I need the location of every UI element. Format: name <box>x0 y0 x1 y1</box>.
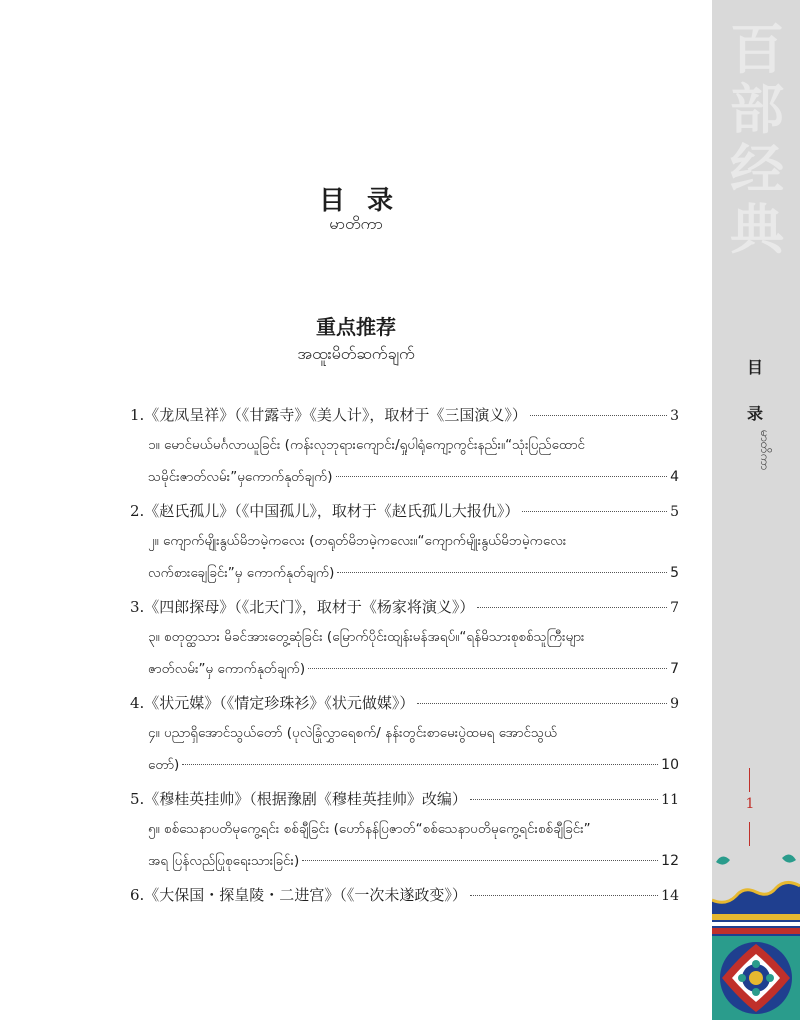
side-label-char: 目 <box>746 358 763 377</box>
toc-page-number: 5 <box>670 565 679 581</box>
toc-entry <box>148 564 679 590</box>
decorative-ornament <box>712 848 800 1020</box>
watermark-char: 典 <box>730 197 784 261</box>
toc-entry <box>148 756 679 782</box>
toc-entry-title: 3.《四郎探母》（《北天门》，取材于《杨家将演义》） <box>130 598 475 616</box>
side-label-burmese: မာတိကာ <box>758 430 772 471</box>
toc-leader-dots <box>530 415 667 416</box>
toc-entry <box>148 660 679 686</box>
toc-entry-title: တော်) <box>148 757 180 773</box>
toc-entry-title: 2.《赵氏孤儿》（《中国孤儿》，取材于《赵氏孤儿大报仇》） <box>130 502 520 520</box>
toc-page-number: 12 <box>661 853 679 869</box>
page-title: 目录 <box>318 186 415 216</box>
toc-leader-dots <box>522 511 667 512</box>
toc-page-number: 4 <box>670 469 679 485</box>
toc-entry-title: 5.《穆桂英挂帅》（根据豫剧《穆桂英挂帅》改编） <box>130 790 467 808</box>
toc-page-number: 9 <box>670 696 679 712</box>
page-number: 1 <box>745 796 755 812</box>
toc-entry-title: ဇာတ်လမ်း”မှ ကောက်နုတ်ချက်) <box>148 661 306 677</box>
section-title: 重点推荐 <box>316 315 396 339</box>
side-tab <box>712 0 800 1020</box>
toc-entry-title: ၅။ စစ်သေနာပတိမုကွေ့ရင်း စစ်ချီခြင်း (ဟော်နန်ပြဇာတ်“စစ်သေနာပတိမုကွေ့ရင်းစစ်ချီခြင်း” <box>148 821 591 837</box>
side-label-char: 录 <box>746 404 763 423</box>
toc-page-number: 7 <box>670 661 679 677</box>
toc-entry <box>148 436 679 462</box>
section-title-burmese: အထူးမိတ်ဆက်ချက် <box>297 344 415 363</box>
toc-entry <box>130 500 679 526</box>
page-title-burmese: မာတိကာ <box>329 214 383 233</box>
toc-entry <box>130 788 679 814</box>
toc-entry <box>148 820 679 846</box>
toc-page-number: 5 <box>670 504 679 520</box>
toc-entry-title: ၁။ မောင်မယ်မင်္ဂလာယူခြင်း (ကန်းလုဘုရားကျောင်း/ရှုပါရုံကျော့ကွင်းနည်း။“သုံးပြည်ထောင် <box>148 437 585 453</box>
toc-entry <box>148 628 679 654</box>
toc-leader-dots <box>470 799 658 800</box>
toc-page-number: 10 <box>661 757 679 773</box>
watermark-char: 部 <box>730 77 784 141</box>
toc-entry <box>130 596 679 622</box>
toc-entry-title: 1.《龙凤呈祥》（《甘露寺》《美人计》，取材于《三国演义》） <box>130 406 527 424</box>
toc-entry-title: အရ ပြန်လည်ပြုစုရေးသားခြင်း) <box>148 853 300 869</box>
toc-leader-dots <box>337 572 667 573</box>
toc-entry <box>148 468 679 494</box>
toc-leader-dots <box>417 703 667 704</box>
toc-entry-title: ၄။ ပညာရှိအောင်သွယ်တော် (ပုလဲခြုံလွှာရေစက်/ နန်းတွင်းစာမေးပွဲထမရ အောင်သွယ် <box>148 725 558 741</box>
toc-entry-title: ၂။ ကျောက်မျိုးနွယ်မိဘမဲ့ကလေး (တရုတ်မိဘမဲ့ကလေး။“ကျောက်မျိုးနွယ်မိဘမဲ့ကလေး <box>148 533 567 549</box>
watermark-char: 经 <box>730 137 784 201</box>
toc-page-number: 7 <box>670 600 679 616</box>
toc-entry <box>130 404 679 430</box>
toc-entry <box>148 852 679 878</box>
toc-entry-title: လက်စားချေခြင်း”မှ ကောက်နုတ်ချက်) <box>148 565 335 581</box>
watermark-char: 百 <box>730 17 784 81</box>
toc-entry <box>148 724 679 750</box>
toc-entry-title: သမိုင်းဇာတ်လမ်း”မှကောက်နုတ်ချက်) <box>148 469 333 485</box>
toc-page-number: 3 <box>670 408 679 424</box>
toc-page-number: 14 <box>661 888 679 904</box>
toc-leader-dots <box>182 764 658 765</box>
toc-leader-dots <box>308 668 667 669</box>
toc-entry-title: 4.《状元媒》（《情定珍珠衫》《状元做媒》） <box>130 694 415 712</box>
toc-entry <box>148 532 679 558</box>
page-marker-line-top <box>749 768 750 792</box>
toc-entry-title: ၃။ စတုတ္ထသား မိခင်အားတွေ့ဆုံခြင်း (မြောက်ပိုင်းထျန်းမန်အရပ်။“ရန်မိသားစုစစ်သူကြီးများ <box>148 629 585 645</box>
toc-page-number: 11 <box>661 792 679 808</box>
toc-entry <box>130 884 679 910</box>
toc-leader-dots <box>477 607 667 608</box>
toc-leader-dots <box>302 860 658 861</box>
toc-leader-dots <box>336 476 668 477</box>
toc-leader-dots <box>470 895 658 896</box>
toc-entry-title: 6.《大保国・探皇陵・二进宫》（《一次未遂政变》） <box>130 886 467 904</box>
toc-entry <box>130 692 679 718</box>
page-marker-line-bottom <box>749 822 750 846</box>
